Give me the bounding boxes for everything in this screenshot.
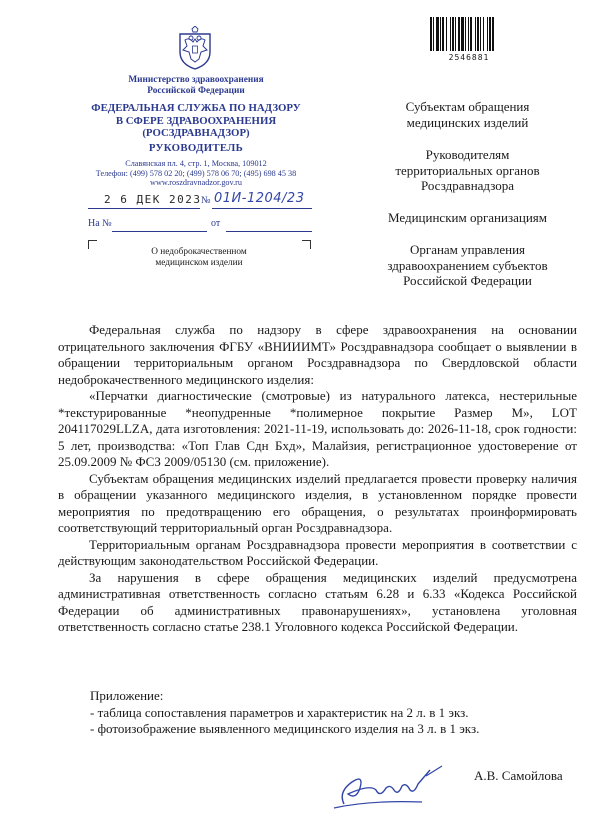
body-paragraph: Территориальным органам Росздравнадзора провести мероприятия в соответствии с действующим законодательством Российской Федерации. [58, 536, 577, 568]
number-sign: № [201, 195, 211, 206]
body-paragraph: Федеральная служба по надзору в сфере здравоохранения на основании отрицательного заключения ФГБУ «ВНИИИМТ» Росздравнадзора сообщает о выявлении в обращении территориальным органом Росздравнадзора по Свердловской области недоброкачественного медицинского изделия: [58, 322, 577, 387]
letter-body [58, 322, 577, 636]
reference-date-line [226, 231, 312, 232]
attachment-item: - таблица сопоставления параметров и характеристик на 2 л. в 1 экз. [90, 704, 469, 720]
date-line [88, 208, 200, 209]
attachment-item: - фотоизображение выявленного медицинского изделия на 3 л. в 1 экз. [90, 721, 480, 736]
addressee-item: Руководителям территориальных органов Росздравнадзора [395, 147, 540, 194]
coat-of-arms-emblem [177, 26, 213, 70]
subject-line: О недоброкачественном медицинском изделии [151, 247, 247, 269]
reference-label: На № [88, 218, 112, 229]
addressee-item: Субъектам обращения медицинских изделий [405, 99, 530, 130]
head-title: РУКОВОДИТЕЛЬ [148, 142, 244, 154]
service-name: ФЕДЕРАЛЬНАЯ СЛУЖБА ПО НАДЗОРУ В СФЕРЕ ЗДРАВООХРАНЕНИЯ (РОСЗДРАВНАДЗОР) [91, 102, 301, 140]
addressee-item: Медицинским организациям [388, 210, 547, 225]
body-paragraph: Субъектам обращения медицинских изделий предлагается провести проверку наличия в обращении указанного медицинского изделия, в установленном порядке провести мероприятия по предотвращению его обращения, о результатах проинформировать соответствующий территориальный орган Росздравнадзора. [58, 470, 577, 535]
addressee-item: Органам управления здравоохранением субъектов Российской Федерации [387, 242, 548, 289]
registration-date-stamp: 2 6 ДЕК 2023 [104, 193, 202, 206]
barcode-number: 2546881 [448, 53, 490, 62]
signatory-name: А.В. Самойлова [474, 768, 563, 783]
reference-number-line [112, 231, 207, 232]
attachments-block [90, 688, 479, 738]
contact-address: Славянская пл. 4, стр. 1, Москва, 109012 Телефон: (499) 578 02 20; (499) 578 06 70; (495) 698 45 38 www.roszdravnadzor.gov.ru [95, 159, 297, 188]
handwritten-signature [330, 764, 458, 812]
body-paragraph: За нарушения в сфере обращения медицинских изделий предусмотрена административная ответственность согласно статьям 6.28 и 6.33 «Кодекса Российской Федерации об административных правонарушениях», установлена уголовная ответственность согласно статье 238.1 Уголовного кодекса Российской Федерации. [58, 569, 577, 634]
number-line [212, 208, 312, 209]
body-paragraph: «Перчатки диагностические (смотровые) из натурального латекса, нестерильные *текстурированные *неопудренные *полимерное покрытие Размер M», LOT 204117029LLZA, дата изготовления: 2021-11-19, использовать до: 2026-11-18, срок годности: 5 лет, производства: «Топ Глав Сдн Бхд», Малайзия, регистрационное удостоверение от 25.09.2009 № ФСЗ 2009/05130 (см. приложение). [58, 388, 577, 469]
reference-from-label: от [211, 218, 221, 229]
attachments-title: Приложение: [90, 688, 164, 703]
registration-number-handwritten: 01И-1204/23 [214, 191, 305, 206]
barcode-image [430, 17, 508, 51]
ministry-name: Министерство здравоохранения Российской Федерации [128, 75, 264, 96]
